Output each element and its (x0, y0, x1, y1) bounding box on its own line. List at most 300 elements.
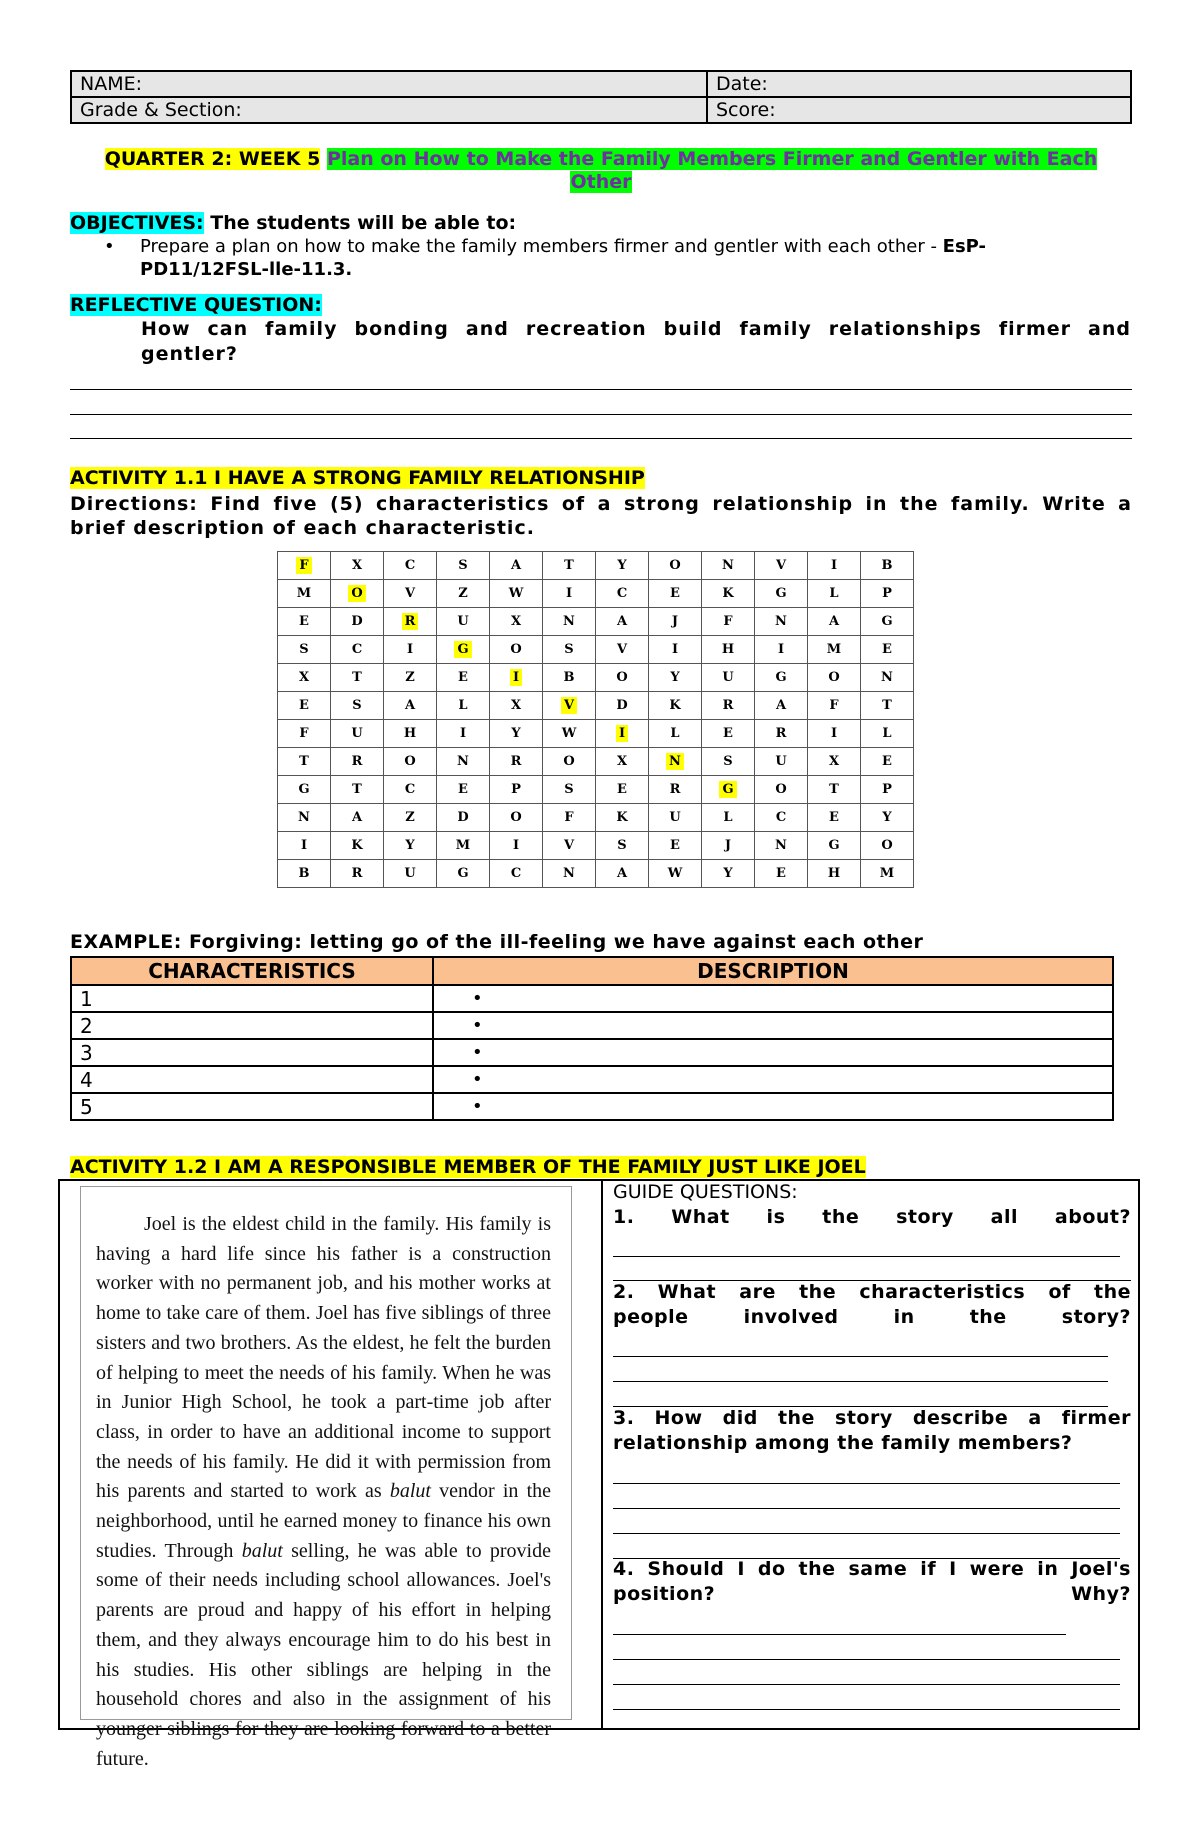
word-search-cell[interactable] (278, 608, 331, 636)
word-search-cell[interactable] (278, 748, 331, 776)
letter: Y (882, 810, 892, 825)
word-search-cell[interactable] (861, 748, 914, 776)
answer-line[interactable] (70, 414, 1132, 415)
date-field[interactable] (707, 71, 1131, 97)
student-info-table (70, 70, 1132, 124)
word-search-cell[interactable] (861, 804, 914, 832)
letter: N (298, 810, 310, 825)
letter: L (882, 726, 892, 741)
word-search-row (278, 720, 914, 748)
word-search-cell[interactable] (331, 804, 384, 832)
word-search-cell[interactable] (437, 832, 490, 860)
word-search-cell[interactable] (384, 748, 437, 776)
answer-line[interactable] (613, 1709, 1120, 1710)
letter: L (723, 810, 733, 825)
word-search-cell[interactable] (596, 608, 649, 636)
answer-line[interactable] (613, 1634, 1066, 1635)
word-search-cell[interactable] (278, 804, 331, 832)
letter: O (510, 810, 522, 825)
word-search-cell[interactable] (437, 664, 490, 692)
letter: V (775, 558, 787, 573)
letter: I (777, 642, 785, 657)
letter: Z (458, 586, 468, 601)
word-search-cell[interactable] (543, 552, 596, 580)
word-search-cell[interactable] (543, 860, 596, 888)
word-search-cell[interactable] (649, 804, 702, 832)
word-search-cell[interactable] (596, 636, 649, 664)
word-search-cell[interactable] (490, 580, 543, 608)
word-search-cell[interactable] (331, 552, 384, 580)
letter: U (775, 754, 787, 769)
word-search-cell[interactable] (702, 832, 755, 860)
word-search-cell[interactable] (384, 636, 437, 664)
letter: E (617, 782, 627, 797)
word-search-cell[interactable] (649, 748, 702, 776)
letter: M (296, 586, 312, 601)
word-search-cell[interactable] (490, 552, 543, 580)
word-search-cell[interactable] (649, 832, 702, 860)
word-search-cell[interactable] (490, 692, 543, 720)
bullet-icon: • (104, 236, 115, 257)
word-search-cell[interactable] (543, 832, 596, 860)
word-search-cell[interactable] (808, 580, 861, 608)
letter: N (722, 558, 734, 573)
word-search-cell[interactable] (702, 692, 755, 720)
word-search-cell[interactable] (755, 552, 808, 580)
letter: R (351, 754, 363, 769)
word-search-cell[interactable] (384, 720, 437, 748)
word-search-cell[interactable] (861, 664, 914, 692)
letter: R (510, 754, 522, 769)
description-cell[interactable]: • (433, 985, 1113, 1012)
characteristic-cell[interactable]: 4 (71, 1066, 433, 1093)
word-search-cell[interactable] (543, 692, 596, 720)
word-search-cell[interactable] (384, 580, 437, 608)
guide-questions (613, 1180, 1131, 1607)
letter: O (404, 754, 416, 769)
word-search-cell[interactable] (543, 720, 596, 748)
word-search-cell[interactable] (702, 860, 755, 888)
word-search-cell[interactable] (331, 832, 384, 860)
word-search-cell[interactable] (702, 776, 755, 804)
date-label: Date: (716, 73, 768, 95)
letter: G (828, 838, 840, 853)
letter: X (351, 558, 363, 573)
characteristic-cell[interactable]: 3 (71, 1039, 433, 1066)
word-search-cell[interactable] (596, 748, 649, 776)
word-search-cell[interactable] (437, 776, 490, 804)
word-search-cell[interactable] (543, 580, 596, 608)
letter: V (561, 697, 577, 714)
letter: I (616, 725, 628, 742)
characteristic-cell[interactable]: 1 (71, 985, 433, 1012)
letter: X (298, 670, 310, 685)
word-search-cell[interactable] (437, 636, 490, 664)
letter: L (458, 698, 468, 713)
word-search-cell[interactable] (437, 720, 490, 748)
answer-line[interactable] (613, 1533, 1120, 1534)
word-search-cell[interactable] (861, 860, 914, 888)
letter: J (724, 838, 732, 853)
letter: T (352, 782, 362, 797)
word-search-cell[interactable] (543, 608, 596, 636)
word-search-cell[interactable] (596, 860, 649, 888)
word-search-cell[interactable] (861, 580, 914, 608)
word-search-cell[interactable] (490, 608, 543, 636)
word-search-row (278, 580, 914, 608)
word-search-cell[interactable] (437, 748, 490, 776)
answer-line[interactable] (613, 1483, 1120, 1484)
word-search-cell[interactable] (437, 860, 490, 888)
word-search-cell[interactable] (755, 720, 808, 748)
word-search-cell[interactable] (755, 664, 808, 692)
letter: L (829, 586, 839, 601)
objective-code: EsP-PD11/12FSL-lle-11.3. (140, 236, 987, 280)
letter: S (299, 642, 309, 657)
answer-line[interactable] (613, 1659, 1120, 1660)
word-search-cell[interactable] (808, 720, 861, 748)
word-search-cell[interactable] (490, 748, 543, 776)
answer-line[interactable] (70, 438, 1132, 439)
word-search-cell[interactable] (384, 832, 437, 860)
letter: A (404, 698, 416, 713)
letter: F (299, 726, 309, 741)
table-row (71, 1012, 1113, 1039)
word-search-cell[interactable] (596, 552, 649, 580)
word-search-cell[interactable] (808, 832, 861, 860)
question-4-line-2: position? Why? (613, 1583, 1131, 1605)
answer-line[interactable] (613, 1280, 1131, 1281)
letter: C (616, 586, 628, 601)
word-search-cell[interactable] (596, 832, 649, 860)
letter: K (669, 698, 681, 713)
word-search-cell[interactable] (702, 664, 755, 692)
question-2-line-2: people involved in the story? (613, 1306, 1131, 1328)
quarter-heading (70, 148, 1132, 194)
word-search-cell[interactable] (384, 692, 437, 720)
characteristic-cell[interactable]: 5 (71, 1093, 433, 1120)
letter: R (775, 726, 787, 741)
letter: F (296, 557, 311, 574)
score-field[interactable] (707, 97, 1131, 123)
letter: O (881, 838, 893, 853)
letter: O (563, 754, 575, 769)
word-search-cell[interactable] (490, 804, 543, 832)
word-search-cell[interactable] (331, 580, 384, 608)
word-search-cell[interactable] (755, 748, 808, 776)
word-search-cell[interactable] (490, 832, 543, 860)
letter: I (830, 726, 838, 741)
objectives-label: OBJECTIVES: (70, 212, 204, 234)
word-search-cell[interactable] (437, 692, 490, 720)
word-search-cell[interactable] (384, 804, 437, 832)
word-search-cell[interactable] (649, 636, 702, 664)
word-search-cell[interactable] (649, 776, 702, 804)
word-search-cell[interactable] (278, 832, 331, 860)
letter: A (616, 866, 628, 881)
letter: D (457, 810, 469, 825)
word-search-cell[interactable] (702, 580, 755, 608)
word-search-cell[interactable] (649, 552, 702, 580)
word-search-row (278, 860, 914, 888)
description-cell[interactable]: • (433, 1039, 1113, 1066)
word-search-cell[interactable] (596, 804, 649, 832)
letter: G (775, 586, 787, 601)
word-search-cell[interactable] (278, 720, 331, 748)
name-field[interactable] (71, 71, 707, 97)
letter: I (671, 642, 679, 657)
word-search-cell[interactable] (861, 720, 914, 748)
word-search-cell[interactable] (649, 608, 702, 636)
word-search-cell[interactable] (808, 552, 861, 580)
letter: E (723, 726, 733, 741)
word-search-cell[interactable] (808, 804, 861, 832)
word-search-cell[interactable] (649, 692, 702, 720)
letter: H (721, 642, 735, 657)
word-search-cell[interactable] (384, 860, 437, 888)
word-search-cell[interactable] (437, 580, 490, 608)
word-search-cell[interactable] (278, 776, 331, 804)
question-2-line-1: 2. What are the characteristics of the (613, 1281, 1131, 1303)
letter: I (830, 558, 838, 573)
word-search-cell[interactable] (384, 776, 437, 804)
word-search-cell[interactable] (808, 776, 861, 804)
letter: F (829, 698, 839, 713)
word-search-cell[interactable] (278, 692, 331, 720)
letter: U (722, 670, 734, 685)
word-search-row (278, 804, 914, 832)
letter: S (617, 838, 627, 853)
letter: A (351, 810, 363, 825)
letter: I (300, 838, 308, 853)
letter: T (882, 698, 892, 713)
question-1: 1. What is the story all about? (613, 1206, 1131, 1228)
word-search-row (278, 552, 914, 580)
word-search-cell[interactable] (702, 636, 755, 664)
letter: P (511, 782, 521, 797)
joel-story: Joel is the eldest child in the family. His family is having a hard life since his father is a construction worker with no permanent job, and his mother works at home to take care of them. Joel has five siblings of three sisters and two brothers. As the eldest, he felt the burden of helping to meet the needs of his family. When he was in Junior High School, he took a part-time job after class, in order to have an additional income to support the needs of his family. He did it with permission from his parents and started to work as balut vendor in the neighborhood, until he earned money to finance his own studies. Through balut selling, he was able to provide some of their needs including school allowances. Joel's parents are proud and happy of his effort in helping them, and they always encourage him to do his best in his studies. His other siblings are helping in the household chores and also in the assignment of his younger siblings for they are looking forward to a better future. (96, 1213, 552, 1770)
answer-line[interactable] (70, 389, 1132, 390)
word-search-cell[interactable] (384, 664, 437, 692)
word-search-cell[interactable] (490, 720, 543, 748)
word-search-cell[interactable] (702, 608, 755, 636)
letter: T (564, 558, 574, 573)
letter: G (298, 782, 310, 797)
letter: E (776, 866, 786, 881)
word-search-cell[interactable] (490, 664, 543, 692)
letter: C (404, 558, 416, 573)
word-search-cell[interactable] (278, 636, 331, 664)
letter: K (351, 838, 363, 853)
letter: A (775, 698, 787, 713)
word-search-row (278, 608, 914, 636)
word-search-cell[interactable] (702, 720, 755, 748)
letter: Y (617, 558, 627, 573)
word-search-cell[interactable] (331, 860, 384, 888)
word-search-cell[interactable] (702, 804, 755, 832)
word-search-cell[interactable] (384, 552, 437, 580)
letter: X (828, 754, 840, 769)
word-search-cell[interactable] (861, 692, 914, 720)
word-search-cell[interactable] (755, 832, 808, 860)
word-search-cell[interactable] (437, 608, 490, 636)
word-search-cell[interactable] (808, 664, 861, 692)
letter: A (828, 614, 840, 629)
answer-line[interactable] (613, 1558, 1120, 1559)
letter: R (402, 613, 419, 630)
letter: V (563, 838, 575, 853)
letter: U (669, 810, 681, 825)
word-search-cell[interactable] (808, 636, 861, 664)
word-search-cell[interactable] (278, 580, 331, 608)
answer-line[interactable] (613, 1508, 1120, 1509)
word-search-cell[interactable] (755, 636, 808, 664)
word-search-cell[interactable] (755, 580, 808, 608)
word-search-cell[interactable] (278, 860, 331, 888)
word-search-cell[interactable] (702, 748, 755, 776)
word-search-cell[interactable] (543, 664, 596, 692)
letter: E (829, 810, 839, 825)
word-search-cell[interactable] (649, 664, 702, 692)
quarter-label: QUARTER 2: WEEK 5 (104, 148, 321, 170)
letter: O (828, 670, 840, 685)
letter: G (775, 670, 787, 685)
letter: I (512, 838, 520, 853)
objectives-intro: The students will be able to: (203, 212, 517, 234)
table-row (71, 985, 1113, 1012)
letter: E (670, 586, 680, 601)
letter: Y (405, 838, 415, 853)
answer-line[interactable] (613, 1381, 1108, 1382)
word-search-cell[interactable] (861, 608, 914, 636)
word-search-cell[interactable] (808, 860, 861, 888)
answer-line[interactable] (613, 1356, 1108, 1357)
reflective-label: REFLECTIVE QUESTION: (70, 294, 322, 316)
word-search-cell[interactable] (649, 720, 702, 748)
word-search-cell[interactable] (861, 552, 914, 580)
word-search-cell[interactable] (755, 608, 808, 636)
letter: N (881, 670, 893, 685)
letter: M (826, 642, 842, 657)
word-search-cell[interactable] (808, 692, 861, 720)
letter: Y (723, 866, 733, 881)
word-search-row (278, 664, 914, 692)
word-search-cell[interactable] (331, 692, 384, 720)
answer-line[interactable] (613, 1256, 1120, 1257)
word-search-cell[interactable] (861, 636, 914, 664)
word-search-cell[interactable] (596, 720, 649, 748)
letter: D (616, 698, 628, 713)
letter: L (670, 726, 680, 741)
word-search-cell[interactable] (808, 748, 861, 776)
word-search-row (278, 832, 914, 860)
word-search-cell[interactable] (755, 804, 808, 832)
activity-1-title (70, 467, 645, 489)
word-search-cell[interactable] (596, 776, 649, 804)
word-search-cell[interactable] (543, 776, 596, 804)
word-search-cell[interactable] (437, 804, 490, 832)
letter: O (775, 782, 787, 797)
word-search-cell[interactable] (543, 748, 596, 776)
word-search-cell[interactable] (384, 608, 437, 636)
word-search-cell[interactable] (278, 664, 331, 692)
description-cell[interactable]: • (433, 1012, 1113, 1039)
letter: P (882, 782, 892, 797)
answer-line[interactable] (613, 1684, 1120, 1685)
word-search-cell[interactable] (543, 804, 596, 832)
word-search-cell[interactable] (861, 832, 914, 860)
letter: S (564, 782, 574, 797)
letter: U (351, 726, 363, 741)
letter: H (403, 726, 417, 741)
word-search-cell[interactable] (331, 636, 384, 664)
word-search-cell[interactable] (437, 552, 490, 580)
word-search-cell[interactable] (543, 636, 596, 664)
word-search-cell[interactable] (490, 860, 543, 888)
letter: H (827, 866, 841, 881)
letter: E (882, 754, 892, 769)
word-search-cell[interactable] (755, 692, 808, 720)
guide-title: GUIDE QUESTIONS: (613, 1181, 798, 1203)
word-search-cell[interactable] (755, 776, 808, 804)
word-search-cell[interactable] (490, 776, 543, 804)
activity-2-title-text: ACTIVITY 1.2 I AM A RESPONSIBLE MEMBER OF THE FAMILY JUST LIKE JOEL (70, 1156, 866, 1178)
word-search-cell[interactable] (331, 664, 384, 692)
characteristic-cell[interactable]: 2 (71, 1012, 433, 1039)
letter: P (882, 586, 892, 601)
word-search-grid (277, 551, 914, 888)
letter: N (775, 614, 787, 629)
word-search-cell[interactable] (649, 580, 702, 608)
letter: J (671, 614, 679, 629)
word-search-cell[interactable] (331, 720, 384, 748)
word-search-cell[interactable] (755, 860, 808, 888)
letter: C (351, 642, 363, 657)
word-search-row (278, 748, 914, 776)
word-search-cell[interactable] (278, 552, 331, 580)
answer-line[interactable] (613, 1406, 1108, 1407)
word-search-cell[interactable] (861, 776, 914, 804)
letter: T (829, 782, 839, 797)
word-search-cell[interactable] (596, 580, 649, 608)
word-search-cell[interactable] (490, 636, 543, 664)
word-search-cell[interactable] (596, 692, 649, 720)
word-search-cell[interactable] (649, 860, 702, 888)
letter: D (351, 614, 363, 629)
grade-section-field[interactable] (71, 97, 707, 123)
letter: N (457, 754, 469, 769)
letter: S (723, 754, 733, 769)
word-search-cell[interactable] (331, 748, 384, 776)
letter: C (510, 866, 522, 881)
word-search-cell[interactable] (331, 776, 384, 804)
word-search-cell[interactable] (702, 552, 755, 580)
letter: V (616, 642, 628, 657)
question-3-line-2: relationship among the family members? (613, 1432, 1073, 1454)
question-3-line-1: 3. How did the story describe a firmer (613, 1407, 1131, 1429)
description-cell[interactable]: • (433, 1093, 1113, 1120)
letter: Y (511, 726, 521, 741)
letter: G (454, 641, 471, 658)
word-search-cell[interactable] (331, 608, 384, 636)
letter: X (616, 754, 628, 769)
word-search-cell[interactable] (596, 664, 649, 692)
word-search-cell[interactable] (808, 608, 861, 636)
letter: R (722, 698, 734, 713)
letter: R (669, 782, 681, 797)
description-cell[interactable]: • (433, 1066, 1113, 1093)
letter: X (510, 614, 522, 629)
